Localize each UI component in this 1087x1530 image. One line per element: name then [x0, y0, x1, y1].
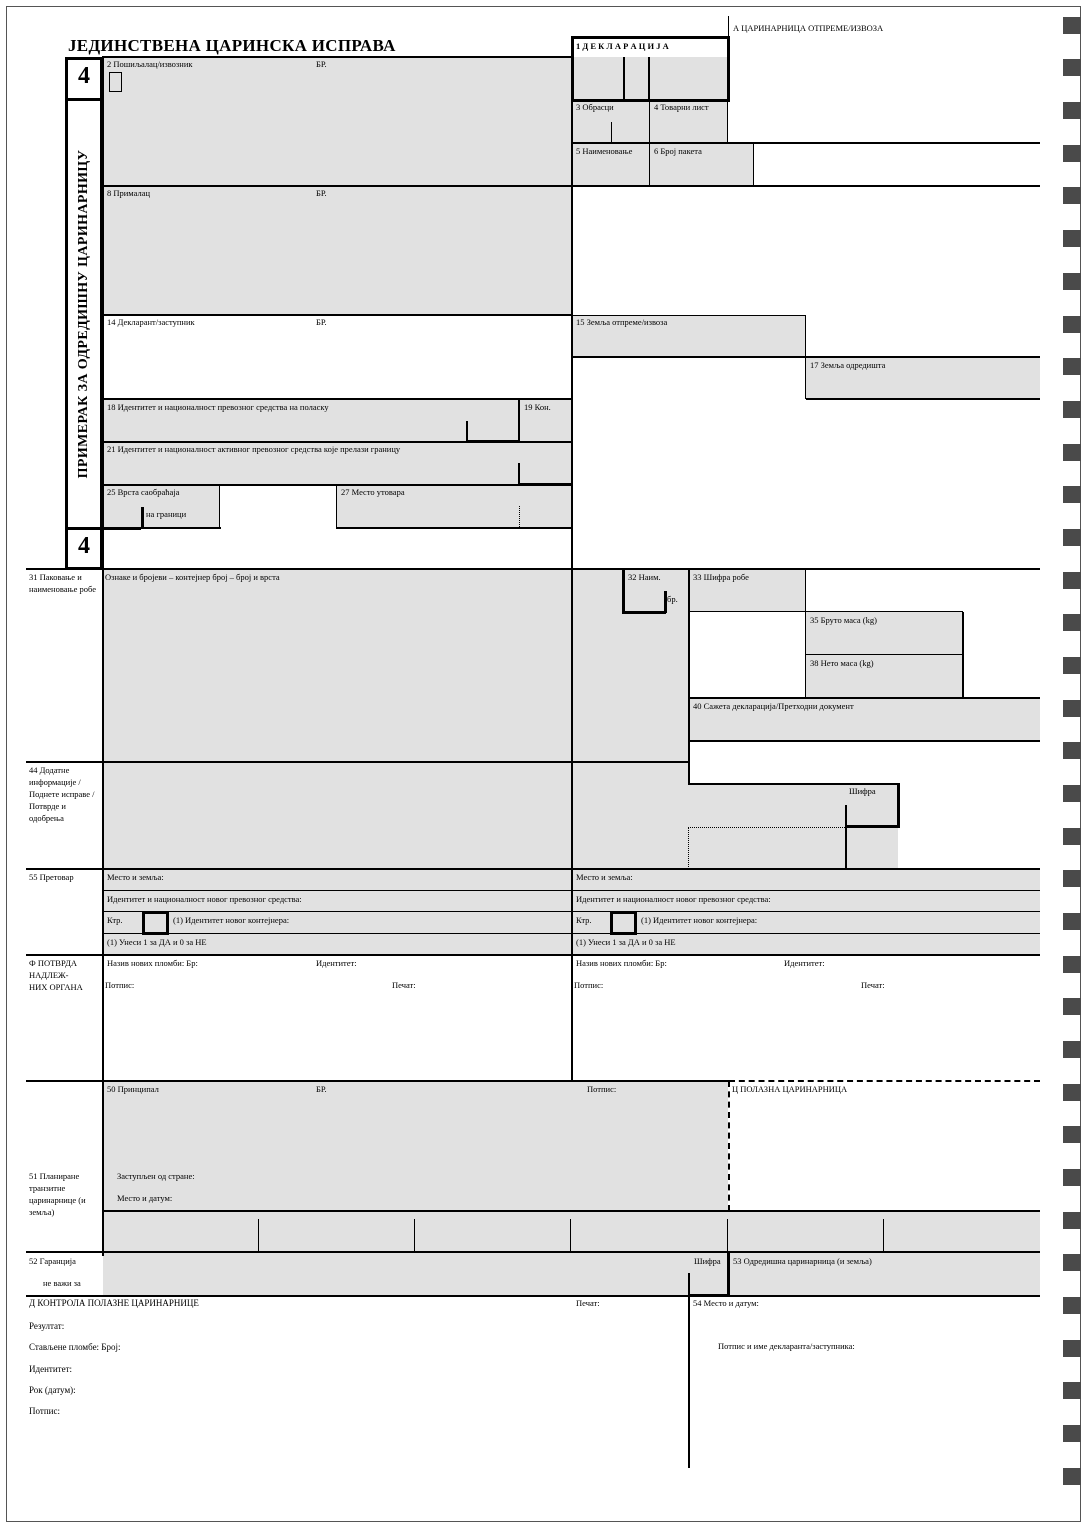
box-52-code: Шифра [694, 1256, 721, 1266]
identity2-label: Идентитет: [29, 1364, 73, 1374]
box-4-label: 4 Товарни лист [654, 102, 709, 112]
new-container-left: (1) Идентитет новог контејнера: [173, 915, 290, 925]
box-2-area[interactable] [103, 57, 571, 186]
box-54-label: 54 Место и датум: [693, 1298, 759, 1308]
seals-applied-label: Стављене пломбе: Број: [29, 1342, 121, 1352]
box-8-no: БР. [316, 188, 327, 198]
box-50-label: 50 Принципал [107, 1084, 159, 1094]
box-50-sign: Потпис: [587, 1084, 617, 1094]
box-44-code: Шифра [849, 786, 876, 796]
identity-right: Идентитет: [784, 958, 825, 968]
identity-left: Идентитет: [316, 958, 357, 968]
box-f-label: Ф ПОТВРДА НАДЛЕЖ- НИХ ОРГАНА [29, 958, 83, 992]
copy-number-bottom: 4 [78, 533, 90, 559]
new-seals-left: Назив нових пломби: Бр: [107, 958, 198, 968]
box-50-no: БР. [316, 1084, 327, 1094]
form-title: ЈЕДИНСТВЕНА ЦАРИНСКА ИСПРАВА [68, 36, 396, 55]
box-38-label: 38 Нето маса (kg) [810, 658, 874, 668]
place-country-right: Место и земља: [576, 872, 633, 882]
box-25-sub: на граници [146, 509, 187, 519]
box-50-area[interactable] [103, 1081, 728, 1211]
box-15-label: 15 Земља отпреме/извоза [576, 317, 668, 327]
box-51-label: 51 Планиране транзитне царинарнице (и земља) [29, 1171, 86, 1217]
ctr-checkbox-right[interactable] [610, 911, 637, 935]
box-17-label: 17 Земља одредишта [810, 360, 886, 370]
box-3-label: 3 Обрасци [576, 102, 614, 112]
stamp-left: Печат: [392, 980, 416, 990]
new-transport-right: Идентитет и националност новог превозног средства: [576, 894, 771, 904]
ctr-right: Ктр. [576, 915, 592, 925]
box-c-label: Ц ПОЛАЗНА ЦАРИНАРНИЦА [732, 1084, 848, 1094]
box-35-label: 35 Бруто маса (kg) [810, 615, 877, 625]
signature-right: Потпис: [574, 980, 604, 990]
box-14-label: 14 Декларант/заступник [107, 317, 195, 327]
box-33-label: 33 Шифра робе [693, 572, 749, 582]
deadline-label: Рок (датум): [29, 1385, 76, 1395]
box-d-stamp: Печат: [576, 1298, 600, 1308]
place-date: Место и датум: [117, 1193, 173, 1203]
box-31-inner-label: Ознаке и бројеви – контејнер број – број и врста [105, 572, 280, 582]
box-52-area[interactable] [103, 1252, 728, 1295]
result-label: Резултат: [29, 1321, 65, 1331]
box-40-label: 40 Сажета декларација/Претходни документ [693, 701, 854, 711]
signature2-label: Потпис: [29, 1406, 60, 1416]
box-8-area[interactable] [103, 186, 571, 315]
box-44-area[interactable] [103, 762, 688, 869]
vertical-caption: ПРИМЕРАК ЗА ОДРЕДИШНУ ЦАРИНАРНИЦУ [76, 149, 91, 478]
signature-left: Потпис: [105, 980, 135, 990]
new-transport-left: Идентитет и националност новог превозног средства: [107, 894, 302, 904]
stamp-right: Печат: [861, 980, 885, 990]
note-1-left: (1) Унеси 1 за ДА и 0 за НЕ [107, 937, 207, 947]
box-54-sign: Потпис и име декларанта/заступника: [718, 1341, 855, 1351]
box-14-no: БР. [316, 317, 327, 327]
box-55-label: 55 Претовар [29, 872, 74, 882]
new-container-right: (1) Идентитет новог контејнера: [641, 915, 758, 925]
box-21-label: 21 Идентитет и националност активног превозног средства које прелази границу [107, 444, 401, 454]
box-32-sub: бр. [667, 594, 678, 604]
note-1-right: (1) Унеси 1 за ДА и 0 за НЕ [576, 937, 676, 947]
box-53-label: 53 Одредишна царинарница (и земља) [733, 1256, 872, 1266]
box-44-label: 44 Додатне информације / Поднете исправе / Потврде и одобрења [29, 765, 95, 823]
box-52-sub: не важи за [43, 1278, 81, 1288]
box-5-label: 5 Наименовање [576, 146, 633, 156]
box-6-label: 6 Број пакета [654, 146, 702, 156]
box-8-label: 8 Прималац [107, 188, 151, 198]
box-1-label: 1 Д Е К Л А Р А Ц И Ј А [576, 41, 669, 51]
box-2-label: 2 Пошиљалац/извозник [107, 59, 193, 69]
box-18-label: 18 Идентитет и националност превозног средства на поласку [107, 402, 329, 412]
box-d-label: Д КОНТРОЛА ПОЛАЗНЕ ЦАРИНАРНИЦЕ [29, 1298, 199, 1308]
box-19-label: 19 Кон. [524, 402, 551, 412]
box-52-label: 52 Гаранција [29, 1256, 76, 1266]
represented-by: Заступљен од стране: [117, 1171, 195, 1181]
box-31-label: 31 Паковање и наименовање робе [29, 572, 97, 594]
copy-number-top: 4 [78, 63, 90, 89]
ctr-left: Ктр. [107, 915, 123, 925]
box-51-area[interactable] [103, 1211, 1040, 1252]
box-2-no: БР. [316, 59, 327, 69]
box-31-area[interactable] [103, 569, 688, 762]
box-a-label: А ЦАРИНАРНИЦА ОТПРЕМЕ/ИЗВОЗА [733, 23, 884, 33]
box-1-checkbox[interactable] [109, 72, 122, 92]
box-27-label: 27 Место утовара [341, 487, 405, 497]
box-25-label: 25 Врста саобраћаја [107, 487, 180, 497]
place-country-left: Место и земља: [107, 872, 164, 882]
box-32-label: 32 Наим. [628, 572, 661, 582]
ctr-checkbox-left[interactable] [142, 911, 169, 935]
new-seals-right: Назив нових пломби: Бр: [576, 958, 667, 968]
